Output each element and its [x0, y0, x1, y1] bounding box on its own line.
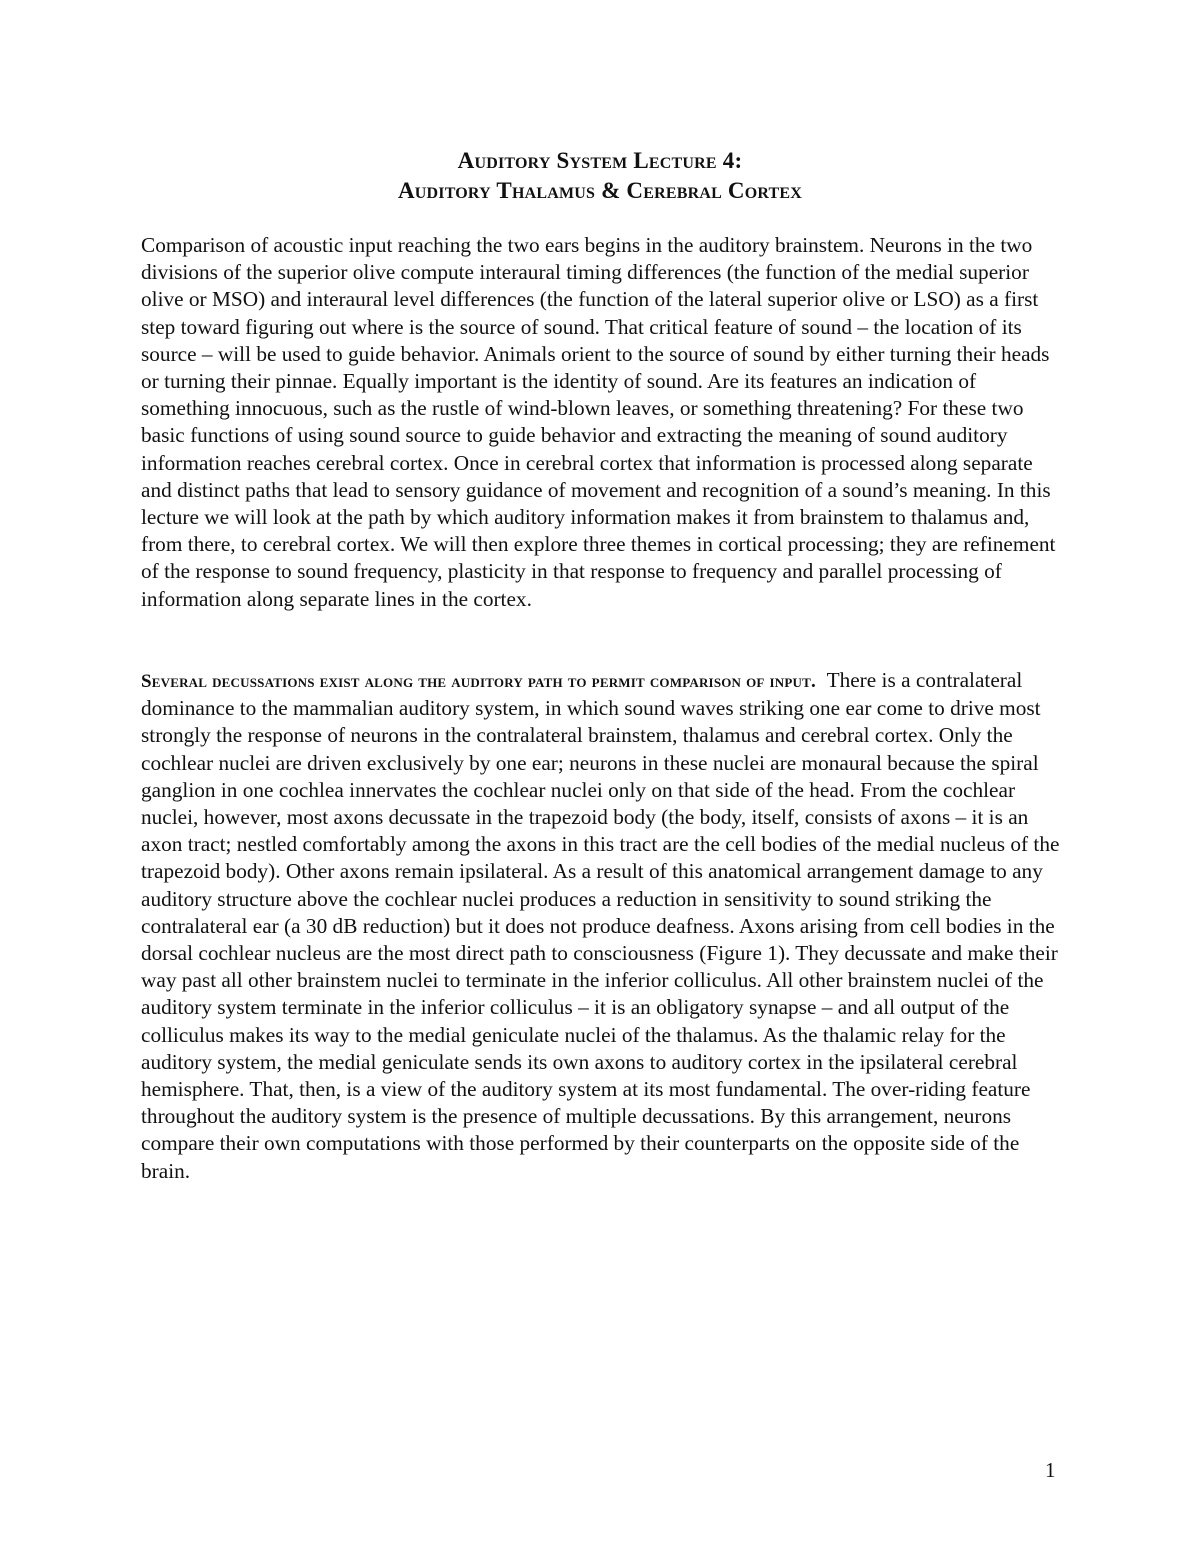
section-heading: Several decussations exist along the auditory path to permit comparison of input. [141, 671, 816, 692]
decussations-paragraph [141, 667, 1061, 1185]
document-title-line-1: Auditory System Lecture 4: [457, 148, 743, 173]
section-body: There is a contralateral dominance to the mammalian auditory system, in which sound waves striking one ear come to drive most strongly the response of neurons in the contralateral brainstem, thalamus and cerebral cortex. Only the cochlear nuclei are driven exclusively by one ear; neurons in these nuclei are monaural because the spiral ganglion in one cochlea innervates the cochlear nuclei only on that side of the head. From the cochlear nuclei, however, most axons decussate in the trapezoid body (the body, itself, consists of axons – it is an axon tract; nestled comfortably among the axons in this tract are the cell bodies of the medial nucleus of the trapezoid body). Other axons remain ipsilateral. As a result of this anatomical arrangement damage to any auditory structure above the cochlear nuclei produces a reduction in sensitivity to sound striking the contralateral ear (a 30 dB reduction) but it does not produce deafness. Axons arising from cell bodies in the dorsal cochlear nucleus are the most direct path to consciousness (Figure 1). They decussate and make their way past all other brainstem nuclei to terminate in the inferior colliculus. All other brainstem nuclei of the auditory system terminate in the inferior colliculus – it is an obligatory synapse – and all output of the colliculus makes its way to the medial geniculate nuclei of the thalamus. As the thalamic relay for the auditory system, the medial geniculate sends its own axons to auditory cortex in the ipsilateral cerebral hemisphere. That, then, is a view of the auditory system at its most fundamental. The over-riding feature throughout the auditory system is the presence of multiple decussations. By this arrangement, neurons compare their own computations with those performed by their counterparts on the opposite side of the brain. [141, 668, 1060, 1183]
document-title-line-2: Auditory Thalamus & Cerebral Cortex [397, 178, 803, 203]
page-number: 1 [1045, 1458, 1056, 1482]
intro-paragraph: Comparison of acoustic input reaching the two ears begins in the auditory brainstem. Neurons in the two divisions of the superior olive compute interaural timing differences (the function of the medial superior olive or MSO) and interaural level differences (the function of the lateral superior olive or LSO) as a first step toward figuring out where is the source of sound. That critical feature of sound – the location of its source – will be used to guide behavior. Animals orient to the source of sound by either turning their heads or turning their pinnae. Equally important is the identity of sound. Are its features an indication of something innocuous, such as the rustle of wind-blown leaves, or something threatening? For these two basic functions of using sound source to guide behavior and extracting the meaning of sound auditory information reaches cerebral cortex. Once in cerebral cortex that information is processed along separate and distinct paths that lead to sensory guidance of movement and recognition of a sound’s meaning. In this lecture we will look at the path by which auditory information makes it from brainstem to thalamus and, from there, to cerebral cortex. We will then explore three themes in cortical processing; they are refinement of the response to sound frequency, plasticity in that response to frequency and parallel processing of information along separate lines in the cortex. [141, 233, 1056, 611]
